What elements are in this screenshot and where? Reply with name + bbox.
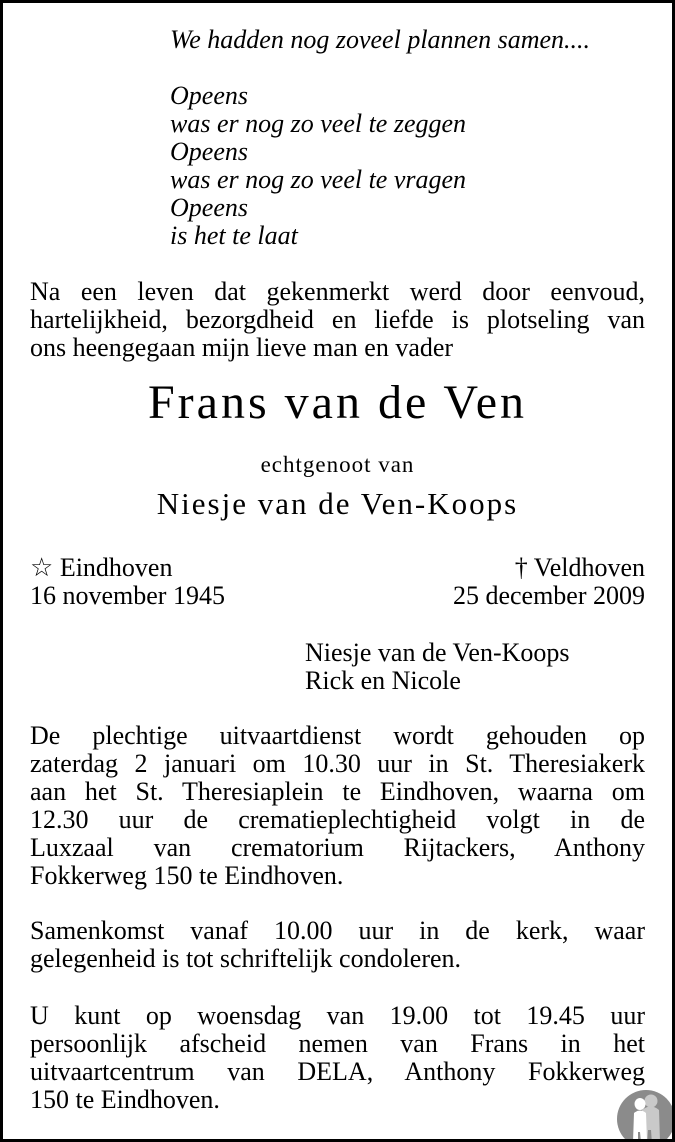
service-line: Luxzaal van crematorium Rijtackers, Anthony bbox=[30, 833, 645, 862]
death-place-line bbox=[453, 554, 645, 582]
birth-place-line bbox=[30, 554, 225, 582]
birth-date: 16 november 1945 bbox=[30, 581, 225, 610]
gathering-line: Samenkomst vanaf 10.00 uur in de kerk, waar bbox=[30, 916, 645, 945]
announcement-paragraph bbox=[30, 278, 645, 362]
service-paragraph bbox=[30, 722, 645, 890]
death-date: 25 december 2009 bbox=[452, 581, 645, 610]
survivor-name: Rick en Nicole bbox=[305, 666, 461, 695]
visitation-line: persoonlijk afscheid nemen van Frans in het bbox=[30, 1029, 645, 1058]
announcement-line: Na een leven dat gekenmerkt werd door eenvoud, bbox=[30, 277, 645, 306]
logo-front-figure-head bbox=[635, 1098, 646, 1110]
visitation-line: 150 te Eindhoven. bbox=[30, 1085, 220, 1114]
relation-label: echtgenoot van bbox=[260, 452, 415, 477]
visitation-paragraph bbox=[30, 1002, 645, 1114]
spouse-name: Niesje van de Ven-Koops bbox=[156, 486, 519, 521]
deceased-name: Frans van de Ven bbox=[147, 376, 528, 429]
service-line: De plechtige uitvaartdienst wordt gehouden op bbox=[30, 721, 645, 750]
poem-line: was er nog zo veel te vragen bbox=[170, 165, 467, 194]
death-cross-icon: † bbox=[514, 553, 528, 582]
death-block bbox=[453, 554, 645, 610]
birth-block bbox=[30, 554, 225, 610]
service-line: 12.30 uur de crematieplechtigheid volgt in de bbox=[30, 805, 645, 834]
gathering-line: gelegenheid is tot schriftelijk condoleren. bbox=[30, 944, 462, 973]
survivors-block bbox=[305, 639, 645, 695]
poem-line: was er nog zo veel te zeggen bbox=[170, 109, 467, 138]
service-line: aan het St. Theresiaplein te Eindhoven, waarna om bbox=[30, 777, 645, 806]
birth-star-icon: ☆ bbox=[30, 553, 54, 582]
embracing-figures-icon bbox=[615, 1088, 675, 1142]
poem-line: Opeens bbox=[170, 137, 248, 166]
poem-line: Opeens bbox=[170, 81, 248, 110]
obituary-content bbox=[3, 26, 672, 1114]
poem-blank-line bbox=[170, 54, 645, 82]
poem-line: Opeens bbox=[170, 193, 248, 222]
announcement-line: ons heengegaan mijn lieve man en vader bbox=[30, 333, 454, 362]
logo-back-figure-head bbox=[645, 1095, 658, 1108]
birth-place: Eindhoven bbox=[59, 553, 173, 582]
opening-poem bbox=[170, 26, 645, 250]
survivor-name: Niesje van de Ven-Koops bbox=[305, 638, 570, 667]
death-place: Veldhoven bbox=[533, 553, 645, 582]
service-line: zaterdag 2 januari om 10.30 uur in St. Theresiakerk bbox=[30, 749, 645, 778]
visitation-line: uitvaartcentrum van DELA, Anthony Fokkerweg bbox=[30, 1057, 645, 1086]
poem-line: is het te laat bbox=[170, 221, 298, 250]
poem-intro-line: We hadden nog zoveel plannen samen.... bbox=[170, 25, 591, 54]
gathering-paragraph bbox=[30, 917, 645, 973]
birth-death-row bbox=[30, 554, 645, 610]
visitation-line: U kunt op woensdag van 19.00 tot 19.45 uur bbox=[30, 1001, 645, 1030]
announcement-line: hartelijkheid, bezorgdheid en liefde is plotseling van bbox=[30, 305, 645, 334]
service-line: Fokkerweg 150 te Eindhoven. bbox=[30, 861, 344, 890]
